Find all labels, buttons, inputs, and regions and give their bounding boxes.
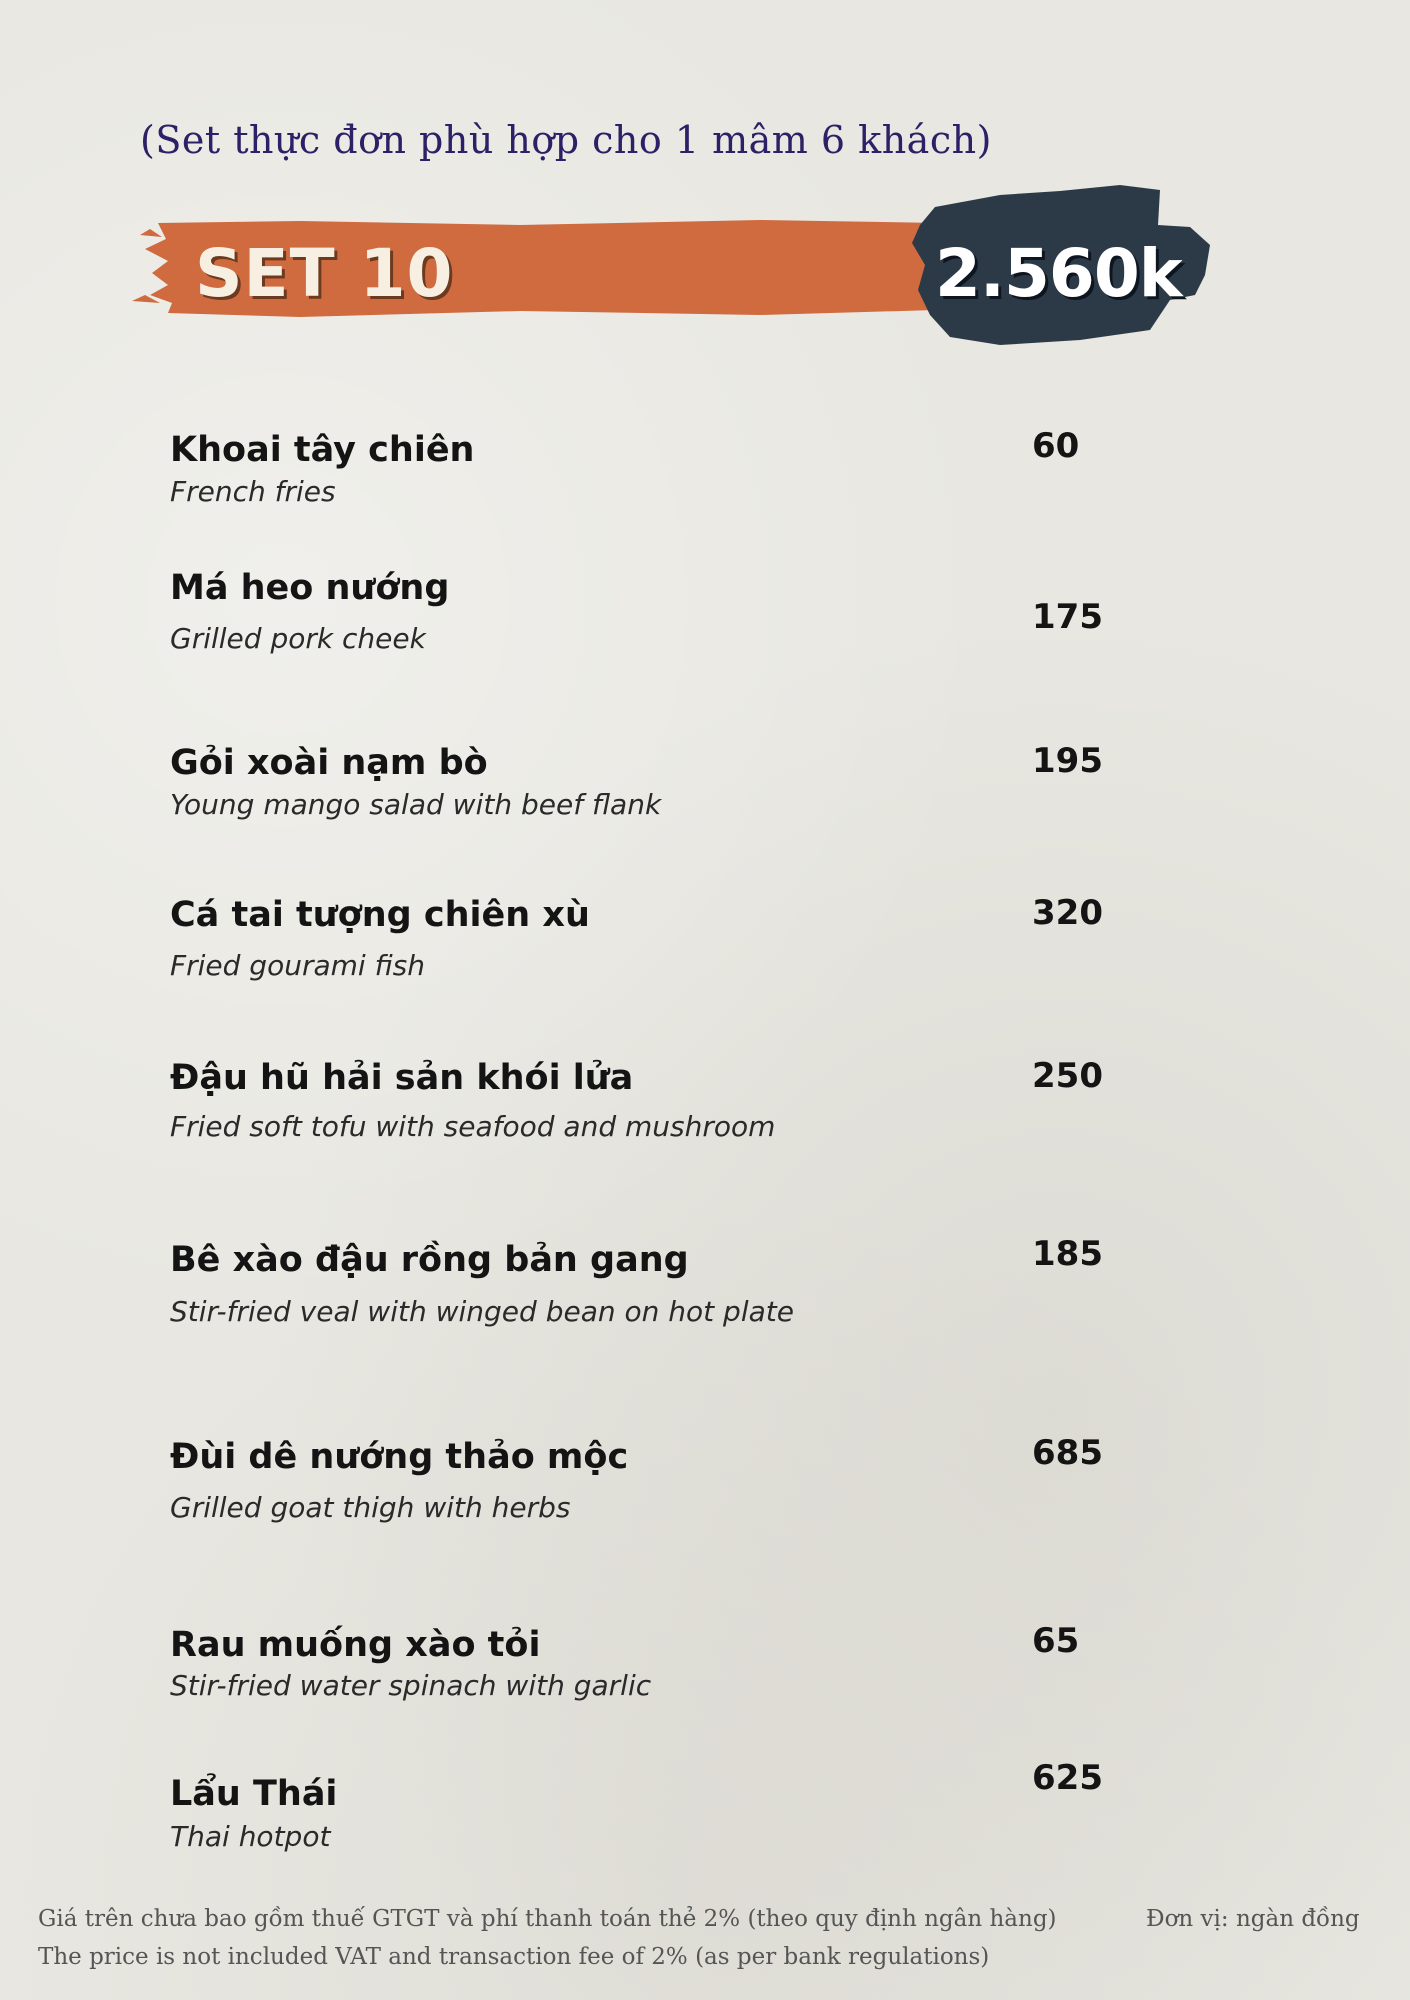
set-price: 2.560k — [935, 235, 1182, 312]
item-name: Rau muống xào tỏi — [170, 1625, 541, 1665]
item-name: Lẩu Thái — [170, 1774, 338, 1814]
item-price: 685 — [1032, 1433, 1103, 1473]
item-price: 250 — [1032, 1056, 1103, 1096]
item-price: 625 — [1032, 1758, 1103, 1798]
footer-unit: Đơn vị: ngàn đồng — [1146, 1906, 1360, 1932]
item-description: Stir-fried water spinach with garlic — [170, 1669, 652, 1702]
item-name: Cá tai tượng chiên xù — [170, 895, 590, 935]
set-name: SET 10 — [195, 235, 454, 312]
item-name: Khoai tây chiên — [170, 430, 475, 470]
item-description: Young mango salad with beef flank — [170, 788, 662, 821]
item-name: Gỏi xoài nạm bò — [170, 743, 488, 783]
set-subtitle: (Set thực đơn phù hợp cho 1 mâm 6 khách) — [140, 118, 992, 162]
footer-note-en: The price is not included VAT and transaction fee of 2% (as per bank regulations) — [38, 1944, 990, 1970]
item-name: Đùi dê nướng thảo mộc — [170, 1437, 629, 1477]
item-description: Fried soft tofu with seafood and mushroom — [170, 1110, 776, 1143]
item-price: 175 — [1032, 597, 1103, 637]
footer-note-vi: Giá trên chưa bao gồm thuế GTGT và phí thanh toán thẻ 2% (theo quy định ngân hàng) — [38, 1906, 1057, 1932]
item-price: 60 — [1032, 426, 1080, 466]
set-banner — [0, 165, 1410, 365]
item-description: Grilled goat thigh with herbs — [170, 1491, 571, 1524]
item-description: Thai hotpot — [170, 1820, 331, 1853]
item-description: Grilled pork cheek — [170, 622, 426, 655]
item-description: Stir-fried veal with winged bean on hot plate — [170, 1295, 794, 1328]
item-price: 185 — [1032, 1234, 1103, 1274]
item-price: 195 — [1032, 741, 1103, 781]
item-price: 320 — [1032, 893, 1103, 933]
item-price: 65 — [1032, 1621, 1080, 1661]
item-name: Má heo nướng — [170, 568, 450, 608]
item-description: Fried gourami fish — [170, 949, 425, 982]
item-name: Đậu hũ hải sản khói lửa — [170, 1058, 634, 1098]
item-name: Bê xào đậu rồng bản gang — [170, 1240, 689, 1280]
item-description: French fries — [170, 475, 336, 508]
